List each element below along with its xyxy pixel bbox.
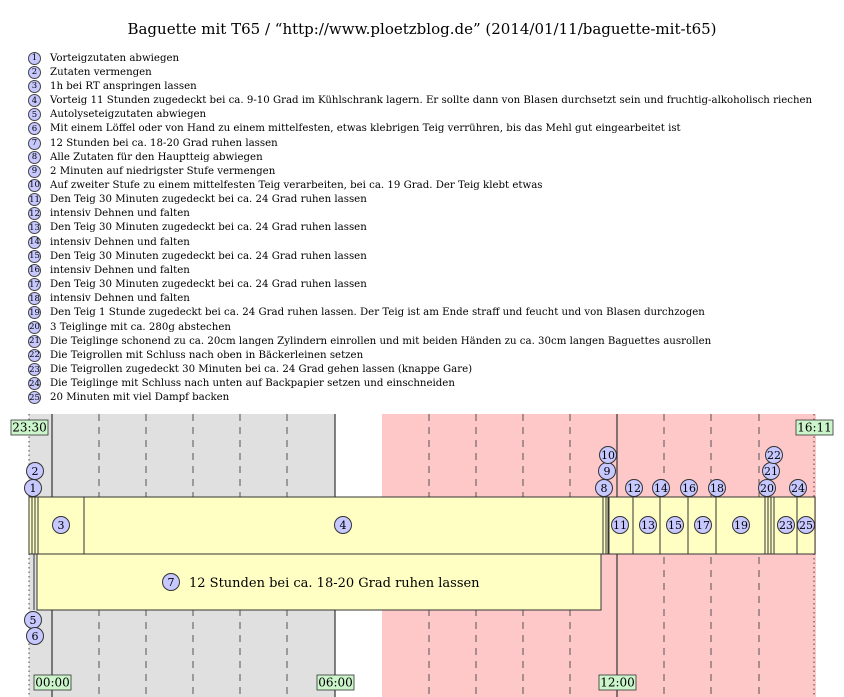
step-number: 15 bbox=[29, 251, 40, 262]
step-number: 16 bbox=[29, 265, 40, 276]
step-text: Den Teig 30 Minuten zugedeckt bei ca. 24 Grad ruhen lassen bbox=[50, 222, 367, 234]
step-text: Die Teigrollen zugedeckt 30 Minuten bei ca. 24 Grad gehen lassen (knappe Gare) bbox=[50, 364, 473, 376]
step-text: Vorteig 11 Stunden zugedeckt bei ca. 9-10 Grad im Kühlschrank lagern. Er sollte dann von Blasen durchsetzt sein und fruchtig-alkoholisch riechen bbox=[50, 95, 813, 107]
step-marker-number: 9 bbox=[603, 464, 611, 478]
step-text: 1h bei RT anspringen lassen bbox=[50, 80, 197, 92]
step-marker-number: 7 bbox=[167, 575, 175, 589]
step-number: 14 bbox=[29, 237, 40, 248]
step-marker-22 bbox=[766, 447, 783, 464]
step-7-bar-label: 12 Stunden bei ca. 18-20 Grad ruhen lassen bbox=[189, 576, 480, 591]
step-marker-19 bbox=[733, 517, 750, 534]
step-number: 6 bbox=[28, 122, 41, 135]
time-label bbox=[34, 675, 71, 690]
step-number: 22 bbox=[29, 350, 40, 361]
step-marker-4 bbox=[335, 517, 352, 534]
step-marker-number: 22 bbox=[767, 448, 781, 462]
step-marker-14 bbox=[653, 480, 670, 497]
step-marker-1 bbox=[25, 480, 42, 497]
step-text: Die Teiglinge schonend zu ca. 20cm langen Zylindern einrollen und mit beiden Händen zu ca. 30cm langen Baguettes ausrollen bbox=[50, 335, 712, 347]
step-text: Den Teig 1 Stunde zugedeckt bei ca. 24 Grad ruhen lassen. Der Teig ist am Ende straff und feucht und von Blasen durchzogen bbox=[50, 307, 705, 319]
step-number: 2 bbox=[28, 66, 41, 79]
time-label bbox=[796, 420, 833, 435]
step-marker-number: 18 bbox=[710, 481, 724, 495]
step-text: Den Teig 30 Minuten zugedeckt bei ca. 24 Grad ruhen lassen bbox=[50, 250, 367, 262]
step-marker-number: 20 bbox=[760, 481, 774, 495]
step-text: 20 Minuten mit viel Dampf backen bbox=[50, 392, 230, 404]
step-number: 12 bbox=[29, 208, 40, 219]
step-number: 23 bbox=[29, 364, 40, 375]
page-title: Baguette mit T65 / “http://www.ploetzblog.de” (2014/01/11/baguette-mit-t65) bbox=[127, 20, 717, 38]
time-label-text: 12:00 bbox=[600, 675, 635, 690]
time-label-text: 00:00 bbox=[35, 675, 70, 690]
step-text: Auf zweiter Stufe zu einem mittelfesten Teig verarbeiten, bei ca. 19 Grad. Der Teig klebt etwas bbox=[50, 179, 543, 191]
step-marker-18 bbox=[709, 480, 726, 497]
step-marker-number: 24 bbox=[791, 481, 805, 495]
step-text: Den Teig 30 Minuten zugedeckt bei ca. 24 Grad ruhen lassen bbox=[50, 194, 367, 206]
step-text: intensiv Dehnen und falten bbox=[50, 208, 190, 220]
step-marker-17 bbox=[695, 517, 712, 534]
step-marker-number: 8 bbox=[600, 481, 608, 495]
step-marker-number: 5 bbox=[29, 613, 37, 627]
time-label-text: 23:30 bbox=[12, 420, 47, 435]
step-marker-number: 23 bbox=[779, 518, 793, 532]
step-marker-20 bbox=[759, 480, 776, 497]
step-text: Die Teigrollen mit Schluss nach oben in Bäckerleinen setzen bbox=[50, 349, 364, 361]
step-marker-number: 15 bbox=[668, 518, 682, 532]
step-number: 11 bbox=[29, 194, 40, 205]
step-text: Autolyseteigzutaten abwiegen bbox=[50, 109, 207, 121]
step-marker-number: 4 bbox=[339, 518, 347, 532]
step-number: 25 bbox=[29, 392, 40, 403]
step-marker-3 bbox=[53, 517, 70, 534]
step-marker-number: 12 bbox=[627, 481, 641, 495]
step-text: Alle Zutaten für den Hauptteig abwiegen bbox=[50, 151, 263, 163]
step-marker-number: 21 bbox=[764, 464, 778, 478]
step-text: Vorteigzutaten abwiegen bbox=[50, 52, 180, 64]
step-marker-number: 13 bbox=[641, 518, 655, 532]
step-marker-number: 16 bbox=[682, 481, 696, 495]
time-label-text: 16:11 bbox=[797, 420, 832, 435]
time-label bbox=[317, 675, 354, 690]
step-marker-number: 3 bbox=[57, 518, 65, 532]
step-marker-24 bbox=[790, 480, 807, 497]
step-marker-number: 17 bbox=[696, 518, 710, 532]
step-marker-6 bbox=[27, 628, 44, 645]
step-marker-number: 25 bbox=[799, 518, 813, 532]
step-marker-2 bbox=[27, 463, 44, 480]
step-number: 9 bbox=[28, 165, 41, 178]
step-marker-21 bbox=[763, 463, 780, 480]
step-marker-number: 1 bbox=[29, 481, 37, 495]
step-marker-number: 2 bbox=[31, 464, 39, 478]
step-text: Mit einem Löffel oder von Hand zu einem mittelfesten, etwas klebrigen Teig verrühren, bis das Mehl gut eingearbeitet ist bbox=[50, 123, 681, 135]
step-number: 21 bbox=[29, 336, 40, 347]
step-marker-10 bbox=[600, 447, 617, 464]
step-marker-25 bbox=[798, 517, 815, 534]
step-text: intensiv Dehnen und falten bbox=[50, 293, 190, 305]
step-marker-11 bbox=[612, 517, 629, 534]
step-text: intensiv Dehnen und falten bbox=[50, 236, 190, 248]
step-number: 3 bbox=[28, 80, 41, 93]
step-text: intensiv Dehnen und falten bbox=[50, 264, 190, 276]
step-number: 10 bbox=[29, 180, 40, 191]
step-marker-16 bbox=[681, 480, 698, 497]
step-number: 19 bbox=[29, 307, 40, 318]
step-number: 13 bbox=[29, 222, 40, 233]
step-text: Den Teig 30 Minuten zugedeckt bei ca. 24 Grad ruhen lassen bbox=[50, 279, 367, 291]
step-text: Zutaten vermengen bbox=[50, 66, 152, 78]
step-number: 5 bbox=[28, 108, 41, 121]
step-text: 3 Teiglinge mit ca. 280g abstechen bbox=[50, 321, 231, 333]
step-number: 7 bbox=[28, 137, 41, 150]
step-text: 2 Minuten auf niedrigster Stufe vermengen bbox=[50, 165, 276, 177]
step-number: 18 bbox=[29, 293, 40, 304]
step-marker-number: 19 bbox=[734, 518, 748, 532]
step-marker-23 bbox=[778, 517, 795, 534]
step-text: Die Teiglinge mit Schluss nach unten auf Backpapier setzen und einschneiden bbox=[50, 378, 455, 390]
step-text: 12 Stunden bei ca. 18-20 Grad ruhen lassen bbox=[50, 137, 278, 149]
step-marker-number: 11 bbox=[613, 518, 627, 532]
step-marker-9 bbox=[599, 463, 616, 480]
step-marker-12 bbox=[626, 480, 643, 497]
time-label bbox=[11, 420, 48, 435]
step-marker-number: 6 bbox=[31, 629, 39, 643]
step-number: 8 bbox=[28, 151, 41, 164]
step-marker-15 bbox=[667, 517, 684, 534]
step-marker-8 bbox=[596, 480, 613, 497]
step-marker-number: 10 bbox=[601, 448, 615, 462]
step-number: 1 bbox=[28, 52, 41, 65]
time-label-text: 06:00 bbox=[318, 675, 353, 690]
step-marker-number: 14 bbox=[654, 481, 668, 495]
step-number: 17 bbox=[29, 279, 40, 290]
time-label bbox=[599, 675, 636, 690]
step-number: 24 bbox=[29, 378, 40, 389]
step-number: 4 bbox=[28, 94, 41, 107]
step-number: 20 bbox=[29, 322, 40, 333]
step-marker-5 bbox=[25, 612, 42, 629]
step-marker-7 bbox=[163, 574, 180, 591]
step-marker-13 bbox=[640, 517, 657, 534]
